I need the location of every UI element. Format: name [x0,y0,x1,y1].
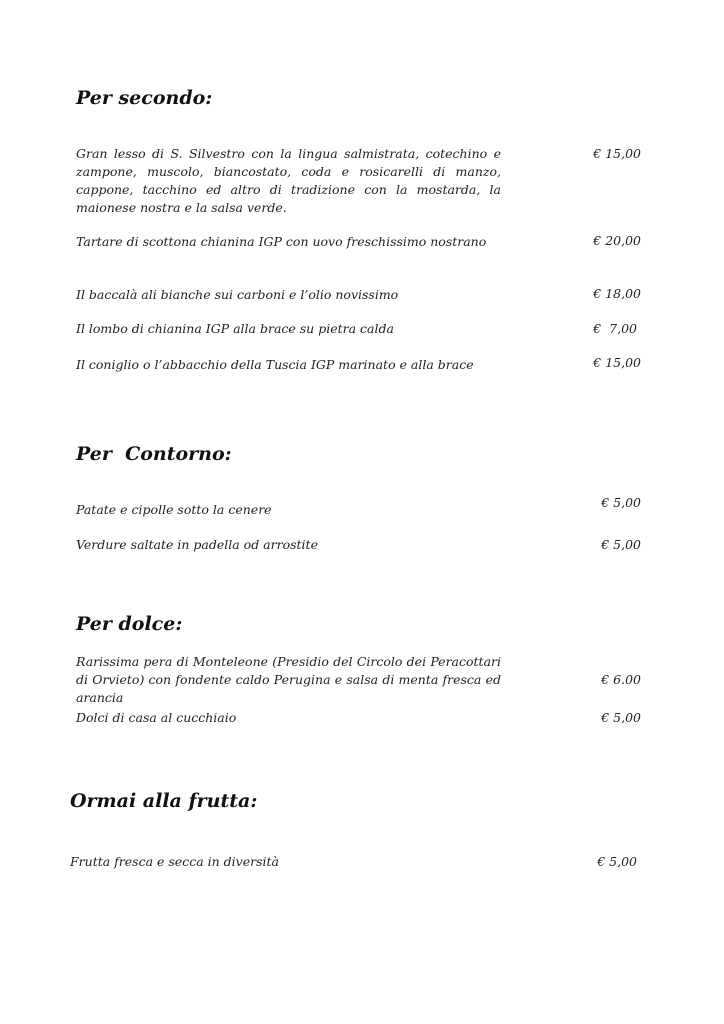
menu-item-desc: Frutta fresca e secca in diversità [70,854,279,869]
menu-item-price: € 20,00 [593,233,641,248]
section-title-dolce: Per dolce: [76,613,183,635]
menu-item-desc: Gran lesso di S. Silvestro con la lingua salmistrata, cotechino e zampone, muscolo, biancostato, coda e rosicarelli di manzo, cappone, tacchino ed altro di tradizione con la mostarda, la maionese nostra e la salsa verde. [76,146,501,215]
menu-item-desc: Verdure saltate in padella od arrostite [76,537,318,552]
menu-item-price: € 5,00 [601,710,641,725]
menu-item-price: € 6.00 [601,672,641,687]
section-title-contorno: Per Contorno: [76,443,232,465]
menu-item-price: € 5,00 [601,495,641,510]
menu-item-desc: Tartare di scottona chianina IGP con uovo freschissimo nostrano [76,234,487,249]
menu-item-price: € 15,00 [593,146,641,161]
menu-item-desc: Il baccalà ali bianche sui carboni e l’olio novissimo [76,287,399,302]
menu-item-price: € 5,00 [601,537,641,552]
menu-item-desc: Il coniglio o l’abbacchio della Tuscia IGP marinato e alla brace [76,357,474,372]
menu-item-desc: Rarissima pera di Monteleone (Presidio del Circolo dei Peracottari di Orvieto) con fondente caldo Perugina e salsa di menta fresca ed arancia [76,654,501,705]
menu-item-desc: Il lombo di chianina IGP alla brace su pietra calda [76,321,394,336]
menu-item-price: € 18,00 [593,286,641,301]
menu-item-desc: Dolci di casa al cucchiaio [76,710,237,725]
menu-item-desc: Patate e cipolle sotto la cenere [76,502,272,517]
section-title-frutta: Ormai alla frutta: [70,790,258,812]
section-title-secondo: Per secondo: [76,87,213,109]
menu-item-price: € 7,00 [593,321,637,336]
menu-item-price: € 15,00 [593,355,641,370]
menu-item-price: € 5,00 [597,854,637,869]
